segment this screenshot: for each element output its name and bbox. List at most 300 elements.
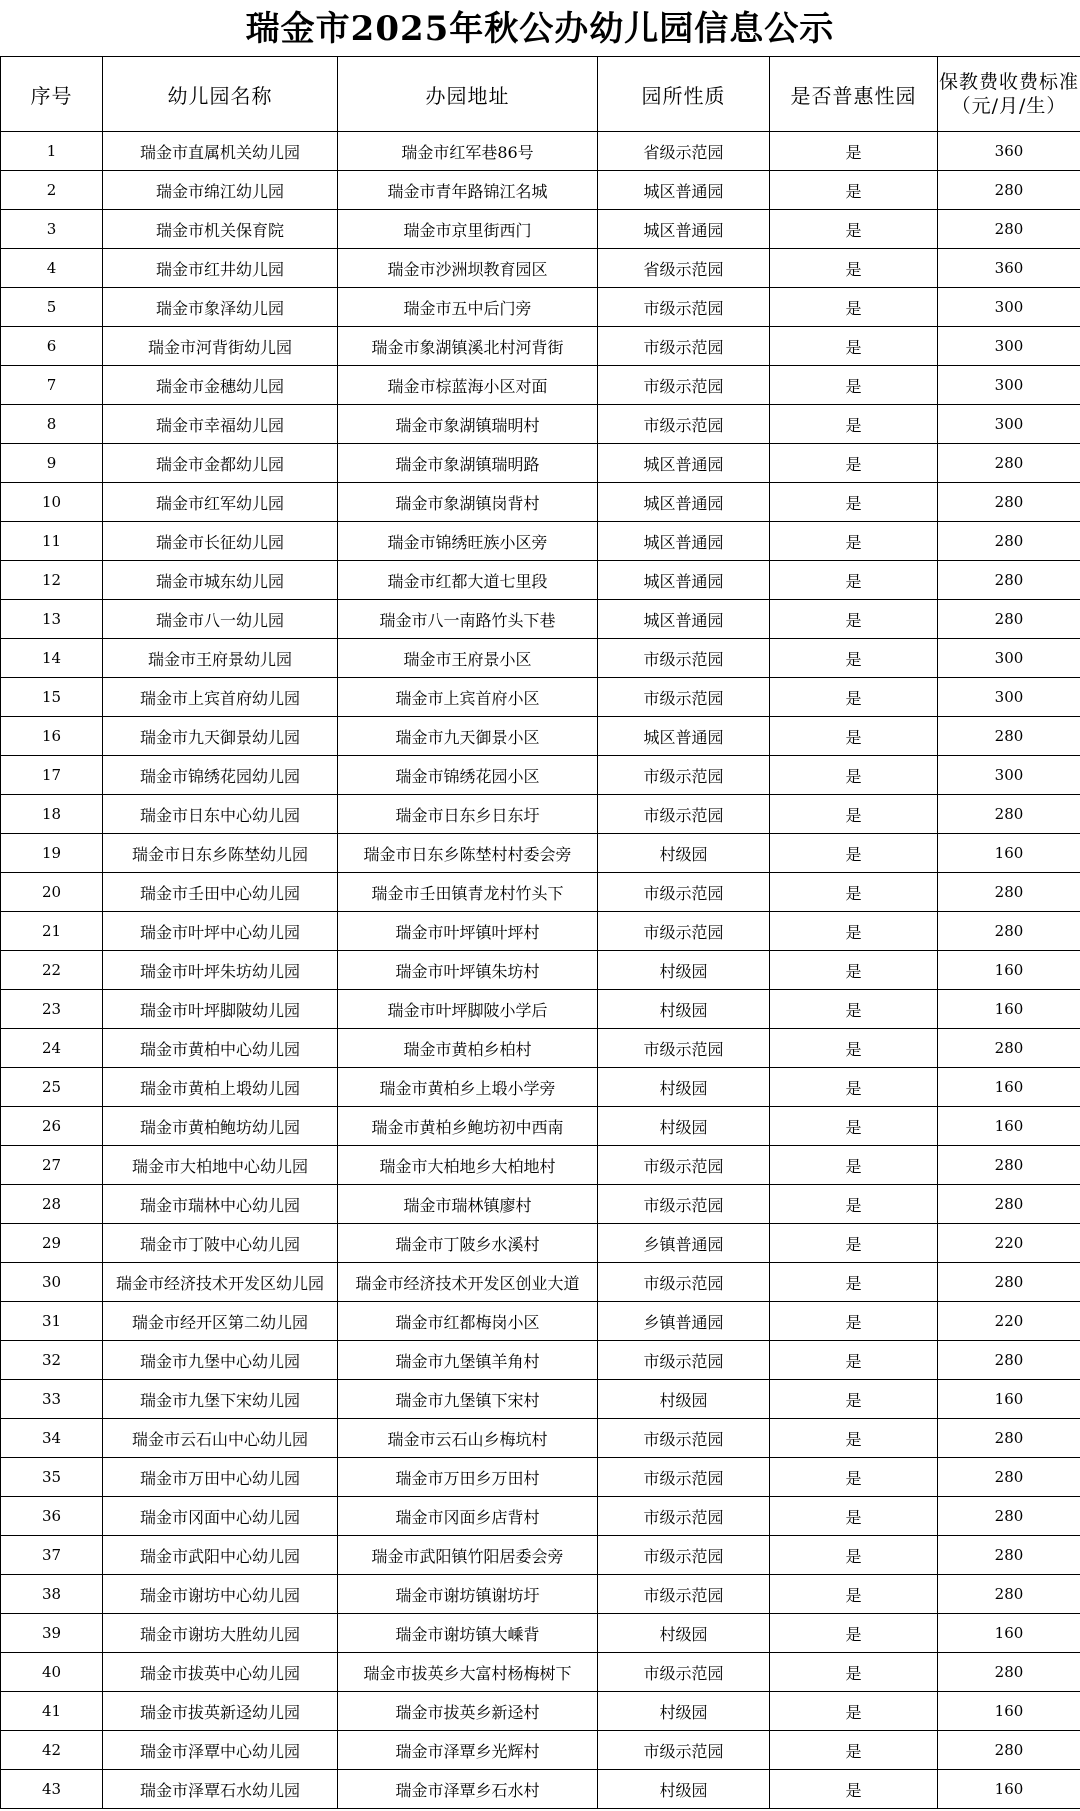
- cell-index: 22: [1, 951, 103, 990]
- cell-address: 瑞金市泽覃乡石水村: [338, 1770, 598, 1809]
- cell-fee: 280: [938, 1146, 1080, 1185]
- cell-type: 城区普通园: [598, 522, 770, 561]
- table-row: [1, 912, 1080, 951]
- cell-fee: 300: [938, 288, 1080, 327]
- cell-address: 瑞金市王府景小区: [338, 639, 598, 678]
- cell-address: 瑞金市京里街西门: [338, 210, 598, 249]
- cell-name: 瑞金市谢坊中心幼儿园: [103, 1575, 338, 1614]
- cell-index: 13: [1, 600, 103, 639]
- cell-address: 瑞金市谢坊镇谢坊圩: [338, 1575, 598, 1614]
- cell-type: 市级示范园: [598, 1341, 770, 1380]
- col-header-type: 园所性质: [598, 57, 770, 132]
- cell-inclusive: 是: [770, 1224, 938, 1263]
- cell-fee: 160: [938, 1692, 1080, 1731]
- cell-address: 瑞金市云石山乡梅坑村: [338, 1419, 598, 1458]
- table-row: [1, 1575, 1080, 1614]
- cell-index: 23: [1, 990, 103, 1029]
- cell-inclusive: 是: [770, 1146, 938, 1185]
- cell-name: 瑞金市王府景幼儿园: [103, 639, 338, 678]
- cell-name: 瑞金市绵江幼儿园: [103, 171, 338, 210]
- cell-address: 瑞金市九堡镇羊角村: [338, 1341, 598, 1380]
- cell-name: 瑞金市经开区第二幼儿园: [103, 1302, 338, 1341]
- cell-index: 24: [1, 1029, 103, 1068]
- cell-type: 村级园: [598, 1770, 770, 1809]
- table-row: [1, 1419, 1080, 1458]
- cell-name: 瑞金市云石山中心幼儿园: [103, 1419, 338, 1458]
- cell-index: 29: [1, 1224, 103, 1263]
- cell-index: 11: [1, 522, 103, 561]
- cell-address: 瑞金市黄柏乡上塅小学旁: [338, 1068, 598, 1107]
- cell-index: 31: [1, 1302, 103, 1341]
- cell-index: 27: [1, 1146, 103, 1185]
- cell-name: 瑞金市金都幼儿园: [103, 444, 338, 483]
- cell-type: 市级示范园: [598, 1653, 770, 1692]
- cell-index: 10: [1, 483, 103, 522]
- cell-type: 城区普通园: [598, 600, 770, 639]
- cell-inclusive: 是: [770, 1692, 938, 1731]
- cell-address: 瑞金市冈面乡店背村: [338, 1497, 598, 1536]
- table-row: [1, 288, 1080, 327]
- table-row: [1, 1770, 1080, 1809]
- cell-fee: 280: [938, 444, 1080, 483]
- table-row: [1, 210, 1080, 249]
- cell-name: 瑞金市九堡下宋幼儿园: [103, 1380, 338, 1419]
- cell-address: 瑞金市丁陂乡水溪村: [338, 1224, 598, 1263]
- cell-index: 37: [1, 1536, 103, 1575]
- cell-index: 2: [1, 171, 103, 210]
- cell-type: 市级示范园: [598, 795, 770, 834]
- cell-inclusive: 是: [770, 1614, 938, 1653]
- cell-fee: 280: [938, 1536, 1080, 1575]
- cell-name: 瑞金市瑞林中心幼儿园: [103, 1185, 338, 1224]
- cell-inclusive: 是: [770, 873, 938, 912]
- cell-name: 瑞金市拔英新迳幼儿园: [103, 1692, 338, 1731]
- cell-name: 瑞金市九天御景幼儿园: [103, 717, 338, 756]
- cell-inclusive: 是: [770, 756, 938, 795]
- cell-inclusive: 是: [770, 405, 938, 444]
- table-row: [1, 1653, 1080, 1692]
- cell-index: 7: [1, 366, 103, 405]
- table-row: [1, 366, 1080, 405]
- cell-fee: 160: [938, 990, 1080, 1029]
- cell-index: 19: [1, 834, 103, 873]
- table-row: [1, 1536, 1080, 1575]
- table-row: [1, 327, 1080, 366]
- cell-type: 村级园: [598, 1107, 770, 1146]
- cell-name: 瑞金市冈面中心幼儿园: [103, 1497, 338, 1536]
- cell-address: 瑞金市黄柏乡鲍坊初中西南: [338, 1107, 598, 1146]
- cell-fee: 360: [938, 249, 1080, 288]
- table-row: [1, 1302, 1080, 1341]
- cell-address: 瑞金市日东乡陈埜村村委会旁: [338, 834, 598, 873]
- cell-index: 40: [1, 1653, 103, 1692]
- cell-inclusive: 是: [770, 210, 938, 249]
- cell-type: 市级示范园: [598, 873, 770, 912]
- cell-inclusive: 是: [770, 912, 938, 951]
- table-row: [1, 1380, 1080, 1419]
- cell-type: 城区普通园: [598, 561, 770, 600]
- table-row: [1, 1146, 1080, 1185]
- cell-fee: 160: [938, 1770, 1080, 1809]
- table-row: [1, 834, 1080, 873]
- cell-name: 瑞金市谢坊大胜幼儿园: [103, 1614, 338, 1653]
- cell-inclusive: 是: [770, 1770, 938, 1809]
- cell-fee: 300: [938, 639, 1080, 678]
- cell-type: 市级示范园: [598, 678, 770, 717]
- cell-address: 瑞金市黄柏乡柏村: [338, 1029, 598, 1068]
- cell-name: 瑞金市黄柏鲍坊幼儿园: [103, 1107, 338, 1146]
- cell-address: 瑞金市武阳镇竹阳居委会旁: [338, 1536, 598, 1575]
- cell-fee: 300: [938, 366, 1080, 405]
- cell-inclusive: 是: [770, 1575, 938, 1614]
- cell-type: 市级示范园: [598, 327, 770, 366]
- cell-inclusive: 是: [770, 1302, 938, 1341]
- table-row: [1, 1731, 1080, 1770]
- cell-name: 瑞金市叶坪朱坊幼儿园: [103, 951, 338, 990]
- cell-index: 9: [1, 444, 103, 483]
- cell-index: 42: [1, 1731, 103, 1770]
- cell-address: 瑞金市壬田镇青龙村竹头下: [338, 873, 598, 912]
- table-row: [1, 444, 1080, 483]
- cell-fee: 300: [938, 405, 1080, 444]
- cell-type: 市级示范园: [598, 639, 770, 678]
- cell-address: 瑞金市拔英乡新迳村: [338, 1692, 598, 1731]
- cell-type: 市级示范园: [598, 912, 770, 951]
- cell-inclusive: 是: [770, 1068, 938, 1107]
- cell-index: 1: [1, 132, 103, 171]
- cell-inclusive: 是: [770, 1536, 938, 1575]
- table-row: [1, 405, 1080, 444]
- table-row: [1, 1341, 1080, 1380]
- cell-type: 村级园: [598, 1380, 770, 1419]
- cell-inclusive: 是: [770, 132, 938, 171]
- cell-inclusive: 是: [770, 561, 938, 600]
- cell-index: 21: [1, 912, 103, 951]
- cell-type: 村级园: [598, 1692, 770, 1731]
- cell-index: 3: [1, 210, 103, 249]
- cell-name: 瑞金市八一幼儿园: [103, 600, 338, 639]
- cell-inclusive: 是: [770, 522, 938, 561]
- cell-name: 瑞金市日东中心幼儿园: [103, 795, 338, 834]
- cell-name: 瑞金市红军幼儿园: [103, 483, 338, 522]
- cell-inclusive: 是: [770, 834, 938, 873]
- cell-fee: 300: [938, 678, 1080, 717]
- cell-inclusive: 是: [770, 1458, 938, 1497]
- col-header-name: 幼儿园名称: [103, 57, 338, 132]
- cell-address: 瑞金市象湖镇溪北村河背街: [338, 327, 598, 366]
- cell-index: 38: [1, 1575, 103, 1614]
- table-row: [1, 756, 1080, 795]
- cell-type: 村级园: [598, 834, 770, 873]
- cell-fee: 280: [938, 171, 1080, 210]
- table-row: [1, 171, 1080, 210]
- cell-inclusive: 是: [770, 1185, 938, 1224]
- cell-index: 30: [1, 1263, 103, 1302]
- cell-address: 瑞金市象湖镇瑞明路: [338, 444, 598, 483]
- cell-name: 瑞金市黄柏中心幼儿园: [103, 1029, 338, 1068]
- cell-type: 市级示范园: [598, 366, 770, 405]
- table-row: [1, 795, 1080, 834]
- cell-name: 瑞金市拔英中心幼儿园: [103, 1653, 338, 1692]
- cell-inclusive: 是: [770, 288, 938, 327]
- cell-fee: 280: [938, 483, 1080, 522]
- cell-address: 瑞金市红都梅岗小区: [338, 1302, 598, 1341]
- table-row: [1, 249, 1080, 288]
- cell-name: 瑞金市经济技术开发区幼儿园: [103, 1263, 338, 1302]
- cell-index: 18: [1, 795, 103, 834]
- table-row: [1, 1263, 1080, 1302]
- cell-index: 20: [1, 873, 103, 912]
- table-row: [1, 873, 1080, 912]
- cell-inclusive: 是: [770, 795, 938, 834]
- cell-type: 村级园: [598, 1614, 770, 1653]
- cell-name: 瑞金市黄柏上塅幼儿园: [103, 1068, 338, 1107]
- cell-name: 瑞金市武阳中心幼儿园: [103, 1536, 338, 1575]
- cell-type: 市级示范园: [598, 1185, 770, 1224]
- kindergarten-table: [0, 56, 1080, 1809]
- cell-index: 26: [1, 1107, 103, 1146]
- table-row: [1, 951, 1080, 990]
- cell-address: 瑞金市万田乡万田村: [338, 1458, 598, 1497]
- cell-name: 瑞金市河背街幼儿园: [103, 327, 338, 366]
- cell-type: 市级示范园: [598, 1497, 770, 1536]
- cell-address: 瑞金市八一南路竹头下巷: [338, 600, 598, 639]
- cell-name: 瑞金市万田中心幼儿园: [103, 1458, 338, 1497]
- cell-address: 瑞金市拔英乡大富村杨梅树下: [338, 1653, 598, 1692]
- cell-address: 瑞金市锦绣旺族小区旁: [338, 522, 598, 561]
- cell-index: 41: [1, 1692, 103, 1731]
- cell-inclusive: 是: [770, 1419, 938, 1458]
- cell-type: 城区普通园: [598, 717, 770, 756]
- table-body: [1, 132, 1080, 1809]
- cell-fee: 280: [938, 1419, 1080, 1458]
- cell-inclusive: 是: [770, 171, 938, 210]
- cell-fee: 160: [938, 1380, 1080, 1419]
- table-row: [1, 1497, 1080, 1536]
- table-row: [1, 1107, 1080, 1146]
- cell-type: 市级示范园: [598, 1536, 770, 1575]
- cell-type: 村级园: [598, 990, 770, 1029]
- cell-inclusive: 是: [770, 1263, 938, 1302]
- table-row: [1, 1029, 1080, 1068]
- cell-fee: 280: [938, 210, 1080, 249]
- cell-type: 省级示范园: [598, 132, 770, 171]
- cell-name: 瑞金市大柏地中心幼儿园: [103, 1146, 338, 1185]
- cell-name: 瑞金市泽覃中心幼儿园: [103, 1731, 338, 1770]
- cell-inclusive: 是: [770, 639, 938, 678]
- col-header-index: 序号: [1, 57, 103, 132]
- cell-index: 33: [1, 1380, 103, 1419]
- cell-fee: 280: [938, 1029, 1080, 1068]
- cell-type: 城区普通园: [598, 210, 770, 249]
- cell-inclusive: 是: [770, 444, 938, 483]
- cell-index: 32: [1, 1341, 103, 1380]
- cell-index: 36: [1, 1497, 103, 1536]
- cell-name: 瑞金市城东幼儿园: [103, 561, 338, 600]
- cell-fee: 280: [938, 1185, 1080, 1224]
- cell-inclusive: 是: [770, 678, 938, 717]
- cell-fee: 280: [938, 912, 1080, 951]
- cell-name: 瑞金市象泽幼儿园: [103, 288, 338, 327]
- cell-fee: 280: [938, 795, 1080, 834]
- cell-index: 6: [1, 327, 103, 366]
- cell-type: 市级示范园: [598, 1731, 770, 1770]
- cell-address: 瑞金市沙洲坝教育园区: [338, 249, 598, 288]
- cell-name: 瑞金市九堡中心幼儿园: [103, 1341, 338, 1380]
- cell-index: 16: [1, 717, 103, 756]
- table-row: [1, 600, 1080, 639]
- table-row: [1, 1224, 1080, 1263]
- col-header-fee: 保教费收费标准（元/月/生）: [938, 57, 1080, 132]
- cell-fee: 160: [938, 1107, 1080, 1146]
- cell-name: 瑞金市叶坪脚陂幼儿园: [103, 990, 338, 1029]
- cell-address: 瑞金市红都大道七里段: [338, 561, 598, 600]
- table-row: [1, 1692, 1080, 1731]
- cell-inclusive: 是: [770, 1497, 938, 1536]
- cell-type: 省级示范园: [598, 249, 770, 288]
- cell-address: 瑞金市青年路锦江名城: [338, 171, 598, 210]
- cell-inclusive: 是: [770, 483, 938, 522]
- cell-name: 瑞金市幸福幼儿园: [103, 405, 338, 444]
- cell-type: 市级示范园: [598, 1263, 770, 1302]
- cell-address: 瑞金市九天御景小区: [338, 717, 598, 756]
- cell-address: 瑞金市大柏地乡大柏地村: [338, 1146, 598, 1185]
- cell-address: 瑞金市红军巷86号: [338, 132, 598, 171]
- table-row: [1, 1458, 1080, 1497]
- cell-address: 瑞金市五中后门旁: [338, 288, 598, 327]
- cell-name: 瑞金市红井幼儿园: [103, 249, 338, 288]
- cell-name: 瑞金市长征幼儿园: [103, 522, 338, 561]
- cell-index: 34: [1, 1419, 103, 1458]
- cell-type: 村级园: [598, 1068, 770, 1107]
- cell-address: 瑞金市日东乡日东圩: [338, 795, 598, 834]
- cell-address: 瑞金市泽覃乡光辉村: [338, 1731, 598, 1770]
- cell-inclusive: 是: [770, 327, 938, 366]
- cell-fee: 280: [938, 1263, 1080, 1302]
- table-row: [1, 678, 1080, 717]
- cell-fee: 160: [938, 834, 1080, 873]
- cell-name: 瑞金市泽覃石水幼儿园: [103, 1770, 338, 1809]
- cell-type: 城区普通园: [598, 483, 770, 522]
- table-row: [1, 1185, 1080, 1224]
- cell-index: 17: [1, 756, 103, 795]
- col-header-inclusive: 是否普惠性园: [770, 57, 938, 132]
- cell-name: 瑞金市直属机关幼儿园: [103, 132, 338, 171]
- cell-type: 村级园: [598, 951, 770, 990]
- cell-inclusive: 是: [770, 990, 938, 1029]
- cell-fee: 280: [938, 1731, 1080, 1770]
- cell-type: 市级示范园: [598, 288, 770, 327]
- cell-inclusive: 是: [770, 1341, 938, 1380]
- cell-fee: 280: [938, 1341, 1080, 1380]
- cell-fee: 280: [938, 1653, 1080, 1692]
- cell-name: 瑞金市锦绣花园幼儿园: [103, 756, 338, 795]
- cell-index: 5: [1, 288, 103, 327]
- cell-address: 瑞金市叶坪镇叶坪村: [338, 912, 598, 951]
- cell-index: 43: [1, 1770, 103, 1809]
- cell-fee: 160: [938, 1614, 1080, 1653]
- cell-type: 乡镇普通园: [598, 1224, 770, 1263]
- table-row: [1, 561, 1080, 600]
- cell-inclusive: 是: [770, 1029, 938, 1068]
- cell-address: 瑞金市瑞林镇廖村: [338, 1185, 598, 1224]
- cell-index: 12: [1, 561, 103, 600]
- cell-inclusive: 是: [770, 249, 938, 288]
- cell-fee: 160: [938, 951, 1080, 990]
- cell-type: 市级示范园: [598, 1029, 770, 1068]
- cell-name: 瑞金市丁陂中心幼儿园: [103, 1224, 338, 1263]
- cell-name: 瑞金市机关保育院: [103, 210, 338, 249]
- cell-address: 瑞金市上宾首府小区: [338, 678, 598, 717]
- col-header-address: 办园地址: [338, 57, 598, 132]
- cell-type: 市级示范园: [598, 1146, 770, 1185]
- cell-type: 市级示范园: [598, 1458, 770, 1497]
- table-row: [1, 639, 1080, 678]
- cell-type: 市级示范园: [598, 405, 770, 444]
- cell-fee: 280: [938, 717, 1080, 756]
- cell-address: 瑞金市叶坪镇朱坊村: [338, 951, 598, 990]
- cell-address: 瑞金市叶坪脚陂小学后: [338, 990, 598, 1029]
- cell-name: 瑞金市上宾首府幼儿园: [103, 678, 338, 717]
- table-row: [1, 1068, 1080, 1107]
- cell-index: 28: [1, 1185, 103, 1224]
- cell-index: 35: [1, 1458, 103, 1497]
- cell-name: 瑞金市叶坪中心幼儿园: [103, 912, 338, 951]
- cell-type: 市级示范园: [598, 1575, 770, 1614]
- table-row: [1, 990, 1080, 1029]
- cell-fee: 300: [938, 327, 1080, 366]
- table-row: [1, 483, 1080, 522]
- cell-address: 瑞金市经济技术开发区创业大道: [338, 1263, 598, 1302]
- cell-type: 城区普通园: [598, 444, 770, 483]
- cell-address: 瑞金市象湖镇岗背村: [338, 483, 598, 522]
- cell-fee: 280: [938, 561, 1080, 600]
- cell-index: 4: [1, 249, 103, 288]
- table-header-row: [1, 57, 1080, 132]
- cell-type: 乡镇普通园: [598, 1302, 770, 1341]
- cell-address: 瑞金市棕蓝海小区对面: [338, 366, 598, 405]
- cell-inclusive: 是: [770, 600, 938, 639]
- cell-inclusive: 是: [770, 717, 938, 756]
- cell-fee: 280: [938, 600, 1080, 639]
- cell-index: 8: [1, 405, 103, 444]
- cell-name: 瑞金市金穗幼儿园: [103, 366, 338, 405]
- table-row: [1, 132, 1080, 171]
- cell-index: 14: [1, 639, 103, 678]
- cell-inclusive: 是: [770, 1107, 938, 1146]
- cell-fee: 300: [938, 756, 1080, 795]
- cell-name: 瑞金市日东乡陈埜幼儿园: [103, 834, 338, 873]
- page-title: 瑞金市2025年秋公办幼儿园信息公示: [245, 9, 835, 49]
- cell-inclusive: 是: [770, 366, 938, 405]
- cell-index: 39: [1, 1614, 103, 1653]
- cell-address: 瑞金市锦绣花园小区: [338, 756, 598, 795]
- table-row: [1, 1614, 1080, 1653]
- cell-fee: 280: [938, 522, 1080, 561]
- cell-fee: 360: [938, 132, 1080, 171]
- table-row: [1, 522, 1080, 561]
- cell-inclusive: 是: [770, 951, 938, 990]
- table-row: [1, 717, 1080, 756]
- cell-fee: 160: [938, 1068, 1080, 1107]
- cell-fee: 220: [938, 1224, 1080, 1263]
- cell-address: 瑞金市九堡镇下宋村: [338, 1380, 598, 1419]
- cell-type: 市级示范园: [598, 1419, 770, 1458]
- cell-fee: 280: [938, 1575, 1080, 1614]
- cell-fee: 280: [938, 873, 1080, 912]
- cell-address: 瑞金市象湖镇瑞明村: [338, 405, 598, 444]
- cell-name: 瑞金市壬田中心幼儿园: [103, 873, 338, 912]
